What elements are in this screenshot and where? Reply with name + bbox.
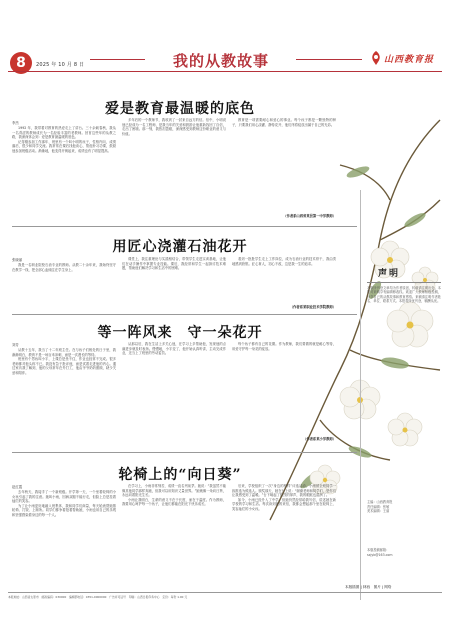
article-3-byline: 刘芳	[12, 343, 19, 347]
staff-list	[367, 500, 441, 514]
illustration-credit: 本版插图 | 林西 图片 | 网络	[345, 585, 392, 589]
article-3-column-3	[232, 342, 336, 432]
issue-date: 2025 年 10 月 8 日	[36, 62, 85, 68]
article-4-para-4: 小雨让我明白，生命的意义不在于长度，而在于温度。作为教师，我要用心呵护每一个孩子，让他们都能在阳光下快乐成长。	[122, 497, 226, 507]
article-2-para-3: 看到一批批学生走上工作岗位，成为石油行业的技术骨干，我由衷地感到欣慰。匠心育人，初心不改，这是我一生的追求。	[232, 257, 336, 266]
masthead-text: 山西教育报	[384, 55, 435, 65]
submission-email: sxjyb@163.com	[367, 552, 393, 557]
article-3-para-2: 班里有个男孩叫小宇，上课总是坐不住，作业也经常不完成。很多老师都对他头疼不已。我没有急于批评他，而是试着走进他的内心。通过家访我了解到，他的父母常年在外打工，他由爷爷奶奶照顾，缺少关爱和陪伴。	[12, 357, 116, 375]
article-4-column-1	[12, 490, 116, 586]
article-4-para-2: 为了让小雨更好地融入班集体，我和同学们商量，每天轮流帮她推轮椅、打饭、上厕所。同学们都争着抢着帮助她，小雨也用自己的乐观和坚强感染着身边的每一个人。	[12, 503, 116, 517]
article-3-para-4: 每个孩子都有自己的花期。作为教师，我们要做的就是耐心等待，用爱守护每一朵花的绽放。	[232, 342, 336, 351]
article-4-para-5: 后来，学校组织了一次“身边的榜样”评选活动，小雨被全班同学一致推选为候选人。颁奖那天，她在台上说：“谢谢老师和同学们，是你们让我感受到了温暖。”台下响起了热烈的掌声，我的眼眶也湿润了。	[232, 484, 336, 498]
staff-line: 主编：山西教育报	[367, 500, 393, 504]
header-rule	[8, 71, 442, 72]
article-1-byline: 李杰	[12, 121, 19, 125]
section-title: 我的从教故事	[172, 52, 269, 70]
article-1-column-3	[232, 118, 336, 214]
article-4-para-6: 如今，小雨已经升入了中学，但她仍然经常给我写信，讲述她在新学校的学习和生活。每次读到她的来信，我都会想起那个坐在轮椅上、笑容灿烂的小女孩。	[232, 497, 336, 511]
title-rule-left	[90, 59, 145, 60]
article-2-column-3	[232, 257, 336, 303]
sidebar-statement: 本版所刊登文章均为作者原创，转载请注明出处。本报对来稿享有编辑修改权。欢迎广大教师积极投稿，分享自己的从教故事和教育感悟。来稿请注明作者姓名、单位、联系方式。本报将择优刊登，稿酬从优。	[367, 286, 441, 304]
title-rule-right	[296, 59, 362, 60]
article-2-byline: 张晓丽	[12, 258, 23, 262]
article-separator-2	[12, 314, 357, 315]
masthead-logo	[368, 50, 440, 68]
sidebar-title-rule	[367, 282, 441, 283]
submission-label: 本版投稿邮箱：	[367, 548, 390, 552]
article-1-para-1: 1992 年，我带着对教育的热爱走上了讲台。三十余载春秋，我从一名青涩的教师成长为一名经验丰富的老教师。回首这些年的从教之路，我深深体会到：爱是教育最温暖的底色。	[12, 126, 116, 140]
article-1-para-4: 教育是一项需要耐心和爱心的事业。每个孩子都是一颗独特的种子，只要我们用心浇灌、静待花开，他们终将绽放出属于自己的光彩。	[232, 118, 336, 127]
article-separator-1	[12, 226, 357, 227]
footer-rule	[8, 592, 442, 593]
article-4-para-3: 在学习上，小雨非常刻苦，成绩一直名列前茅。她说：“我虽然不能像其他同学那样奔跑，但我可以用知识丈量世界。”她就像一朵向日葵，永远向着阳光生长。	[122, 484, 226, 498]
article-3-column-1	[12, 348, 116, 448]
article-1-para-3: 多年后的一个教师节，我收到了一封来自远方的信。信中，小明说他已经成为一名工程师，是我当年的关爱和鼓励让他重新找回了自信，走出了困境。那一刻，我热泪盈眶，深深感受到教师这份职业的意义与价值。	[122, 118, 226, 136]
article-2-column-2	[122, 257, 226, 311]
sidebar-divider	[360, 190, 361, 600]
article-1-column-2	[122, 118, 226, 222]
article-2-para-1: 我是一名职业院校石油专业的教师。从教二十余年来，我始终坚守在教学一线，把全部心血倾注在学生身上。	[12, 263, 116, 272]
article-2-para-2: 课堂上，我注重理论与实践相结合，带领学生走进实训基地，让他们在动手操作中掌握专业技能。课后，我经常和学生一起探讨技术难题，帮助他们解决学习和生活中的困难。	[122, 257, 226, 271]
article-3-title: 等一阵风来 守一朵花开	[97, 325, 263, 341]
article-1-title: 爱是教育最温暖的底色	[105, 101, 255, 117]
article-4-para-1: 去年秋天，我接手了一个新班级。开学第一天，一个坐着轮椅的小女孩引起了我的注意。她叫小雨，因病双腿不能行走，但脸上总是挂着灿烂的笑容。	[12, 490, 116, 504]
article-4-column-3	[232, 484, 336, 580]
article-3-para-3: 从那以后，我在生活上多关心他，在学习上多帮助他，发现他的点滴进步就及时表扬。慢慢地，小宇变了，他开始认真听讲，主动完成作业，还当上了班里的劳动委员。	[122, 342, 226, 356]
article-1-column-1	[12, 126, 116, 222]
sidebar-title: 声明	[378, 269, 401, 279]
article-separator-3	[12, 452, 357, 453]
article-4-title: 轮椅上的“向日葵”	[118, 467, 242, 483]
article-1-note: （作者系山西省某县第一中学教师）	[283, 214, 336, 218]
article-1-para-2: 记得刚参加工作那年，班里有一个叫小明的孩子，性格内向，成绩落后，很少和同学交流。我常常在课后找他谈心，帮他补习功课，鼓励他参加班级活动。渐渐地，他变得开朗起来，成绩也有了明显提高。	[12, 139, 116, 153]
masthead-emblem-icon	[368, 50, 384, 66]
article-2-title: 用匠心浇灌石油花开	[112, 239, 248, 255]
article-3-column-2	[122, 342, 226, 448]
article-2-column-1	[12, 263, 116, 311]
staff-line: 美术编辑：王丽	[367, 509, 390, 513]
article-4-byline: 赵红霞	[12, 485, 23, 489]
article-4-column-2	[122, 484, 226, 586]
article-3-para-1: 从教十五年，我当了十二年班主任。在与孩子们相处的日子里，我渐渐明白，教育不是一场百米冲刺，而是一次漫长的等待。	[12, 348, 116, 357]
footer-text: 本报地址：山西省太原市 邮政编码：030000 编辑部电话：0351-0000000 广告许可证号 印刷：山西日报印务中心 定价：每份 1.00 元	[8, 595, 188, 599]
submission-info	[367, 548, 441, 557]
page-number: 8	[10, 52, 32, 74]
article-3-note: （作者系某小学教师）	[303, 437, 336, 441]
staff-line: 责任编辑：张敏	[367, 504, 390, 509]
article-2-note: （作者系某职业技术学院教师）	[289, 305, 336, 309]
